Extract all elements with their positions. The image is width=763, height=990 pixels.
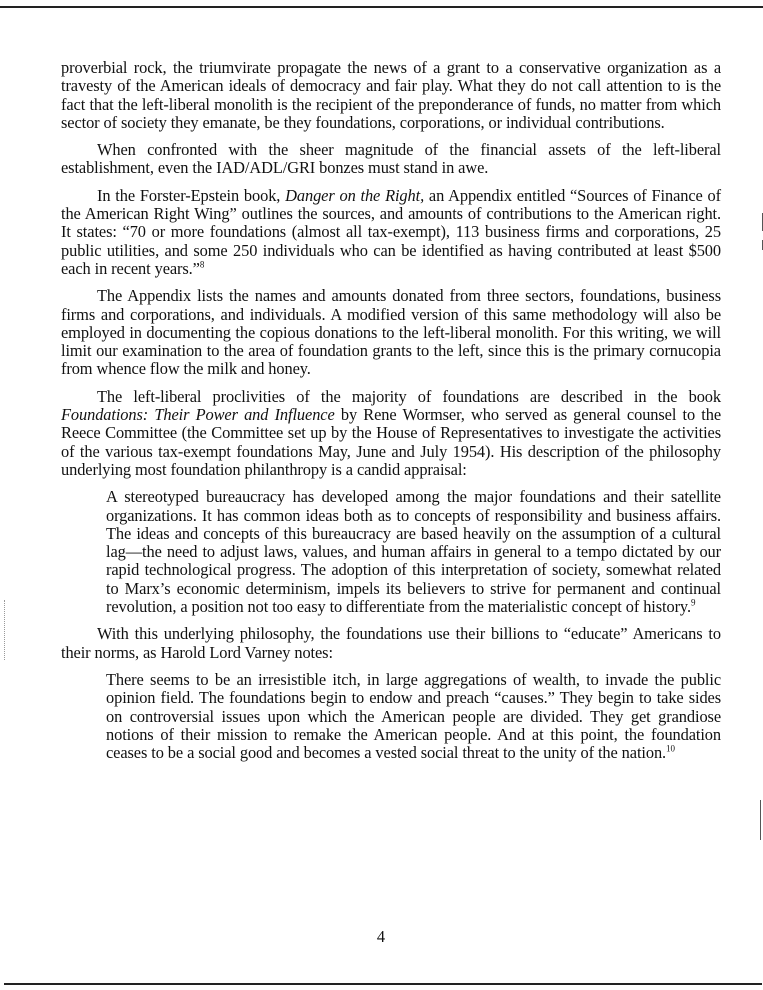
paragraph-3 — [61, 187, 721, 278]
book-title-danger-on-the-right: Danger on the Right, — [285, 185, 425, 205]
paragraph-5-text-after: by Rene Wormser, who served as general counsel to the Reece Committee (the Committee set up by the House of Representatives to investigate the activities of the various tax-exempt foundations May, June and July 1954). His description of the philosophy underlying most foundation philanthropy is a candid appraisal: — [61, 405, 721, 479]
top-rule — [0, 6, 763, 8]
paragraph-5-text-before: The left-liberal proclivities of the majority of foundations are described in the book — [97, 386, 721, 406]
bottom-rule — [4, 983, 762, 985]
block-quote-wormser — [106, 488, 721, 616]
block-quote-varney — [106, 671, 721, 762]
paragraph-3-text-before: In the Forster-Epstein book, — [97, 185, 286, 205]
block-quote-varney-text: There seems to be an irresistible itch, in large aggregations of wealth, to invade the public opinion field. The foundations begin to endow and preach “causes.” They begin to take sides on controversial issues upon which the American people are divided. They get grandiose notions of their mission to remake the American people. And at this point, the foundation ceases to be a social good and becomes a vested social threat to the unity of the nation. — [106, 669, 721, 763]
paragraph-2-text: When confronted with the sheer magnitude of the financial assets of the left-liberal establishment, even the IAD/ADL/GRI bonzes must stand in awe. — [61, 140, 721, 178]
paragraph-3-text-after: an Appendix entitled “Sources of Finance of the American Right Wing” outlines the sources, and amounts of contributions to the American right. It states: “70 or more foundations (almost all tax-exempt), 113 business firms and corporations, 25 public utilities, and some 250 individuals who can be identified as having contributed at least $500 each in recent years.” — [61, 185, 721, 278]
page-number: 4 — [376, 927, 386, 946]
paragraph-1 — [61, 59, 721, 132]
scan-edge-left — [4, 600, 5, 660]
paragraph-2 — [61, 141, 721, 178]
paragraph-6 — [61, 625, 721, 662]
paragraph-5 — [61, 388, 721, 479]
footnote-marker-10: 10 — [666, 743, 675, 754]
paragraph-1-text: proverbial rock, the triumvirate propagate the news of a grant to a conservative organization as a travesty of the American ideals of democracy and fair play. What they do not call attention to is the fact that the left-liberal monolith is the recipient of the preponderance of funds, no matter from which sector of society they emanate, be they foundations, corporations, or individual contributions. — [61, 58, 721, 132]
book-title-foundations: Foundations: Their Power and Influence — [61, 405, 335, 425]
footnote-marker-9: 9 — [690, 597, 696, 608]
footnote-marker-8: 8 — [199, 259, 205, 270]
margin-mark-right-3 — [760, 800, 761, 840]
paragraph-4 — [61, 287, 721, 378]
document-page — [61, 59, 721, 762]
block-quote-wormser-text: A stereotyped bureaucracy has developed among the major foundations and their satellite organizations. It has common ideas both as to concepts of responsibility and business affairs. The ideas and concepts of this bureaucracy are based heavily on the assumption of a cultural lag—the need to adjust laws, values, and human affairs in general to a tempo dictated by our rapid technological progress. The adoption of this interpretation of society, somewhat related to Marx’s economic determinism, impels its believers to strive for permanent and continual revolution, a position not too easy to differentiate from the materialistic concept of history. — [106, 487, 721, 617]
paragraph-4-text: The Appendix lists the names and amounts donated from three sectors, foundations, business firms and corporations, and individuals. A modified version of this same methodology will also be employed in documenting the copious donations to the left-liberal monolith. For this writing, we will limit our examination to the area of foundation grants to the left, since this is the primary cornucopia from whence flow the milk and honey. — [61, 286, 721, 379]
paragraph-6-text: With this underlying philosophy, the foundations use their billions to “educate” Americans to their norms, as Harold Lord Varney notes: — [61, 624, 721, 662]
